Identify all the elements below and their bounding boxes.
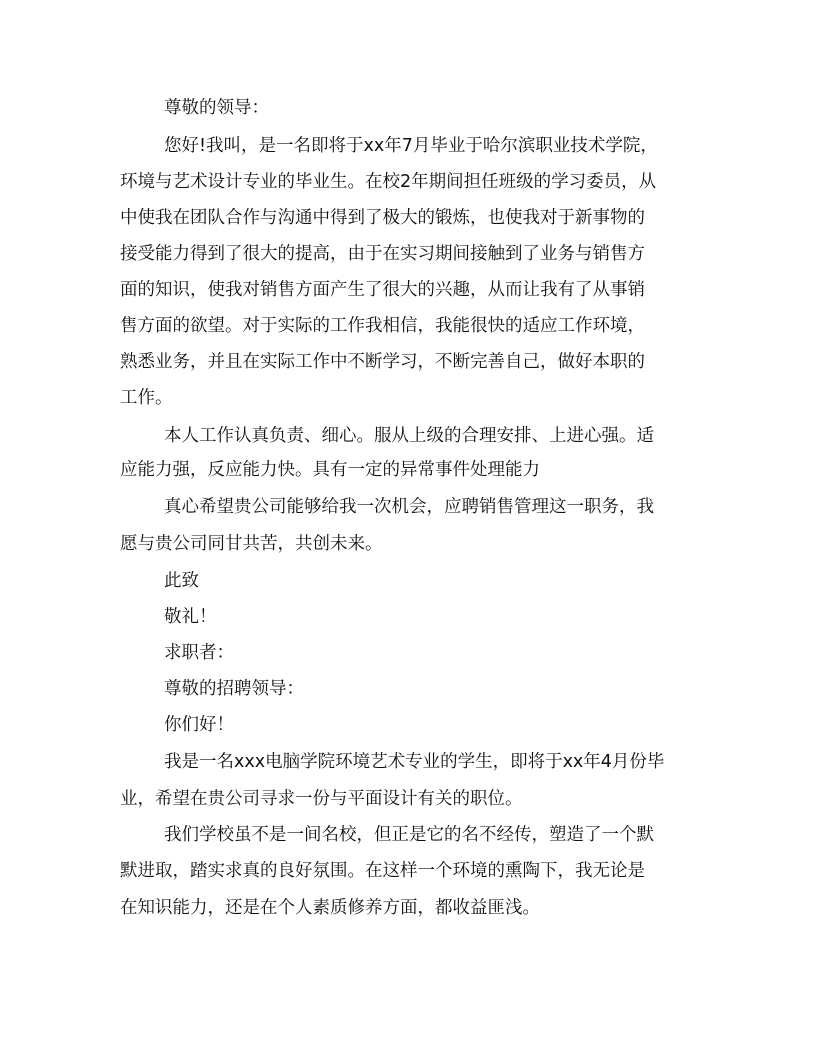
letter1-p2-line-1: 本人工作认真负责、细心。服从上级的合理安排、上进心强。适 [164,426,654,446]
letter1-signature: 求职者： [164,643,234,663]
letter1-closing-1: 此致 [164,571,199,591]
letter1-p1-line-6: 售方面的欲望。对于实际的工作我相信，我能很快的适应工作环境， [120,316,645,336]
letter1-salutation: 尊敬的领导： [164,98,269,118]
letter1-closing-2: 敬礼！ [164,607,217,627]
letter1-p1-line-2: 环境与艺术设计专业的毕业生。在校2年期间担任班级的学习委员，从 [120,172,657,192]
letter1-p1-line-3: 中使我在团队合作与沟通中得到了极大的锻炼，也使我对于新事物的 [120,208,645,228]
letter1-p1-line-1: 您好!我叫，是一名即将于xx年7月毕业于哈尔滨职业技术学院， [164,136,658,156]
letter1-p3-line-1: 真心希望贵公司能够给我一次机会，应聘销售管理这一职务，我 [164,497,654,517]
letter1-p1-line-7: 熟悉业务，并且在实际工作中不断学习，不断完善自己，做好本职的 [120,352,645,372]
letter2-p2-line-2: 默进取，踏实求真的良好氛围。在这样一个环境的熏陶下，我无论是 [120,861,645,881]
letter1-p3-line-2: 愿与贵公司同甘共苦，共创未来。 [120,534,383,554]
letter1-p1-line-4: 接受能力得到了很大的提高，由于在实习期间接触到了业务与销售方 [120,244,645,264]
letter2-p2-line-3: 在知识能力，还是在个人素质修养方面，都收益匪浅。 [120,898,540,918]
letter2-p2-line-1: 我们学校虽不是一间名校，但正是它的名不经传，塑造了一个默 [164,825,654,845]
letter2-salutation: 尊敬的招聘领导： [164,679,304,699]
letter1-p1-line-5: 面的知识，使我对销售方面产生了很大的兴趣，从而让我有了从事销 [120,280,645,300]
letter1-p2-line-2: 应能力强，反应能力快。具有一定的异常事件处理能力 [120,460,540,480]
letter2-p1-line-2: 业，希望在贵公司寻求一份与平面设计有关的职位。 [120,789,523,809]
letter2-p1-line-1: 我是一名xxx电脑学院环境艺术专业的学生，即将于xx年4月份毕 [164,752,665,772]
letter1-p1-line-8: 工作。 [120,388,173,408]
letter2-greeting: 你们好！ [164,715,234,735]
